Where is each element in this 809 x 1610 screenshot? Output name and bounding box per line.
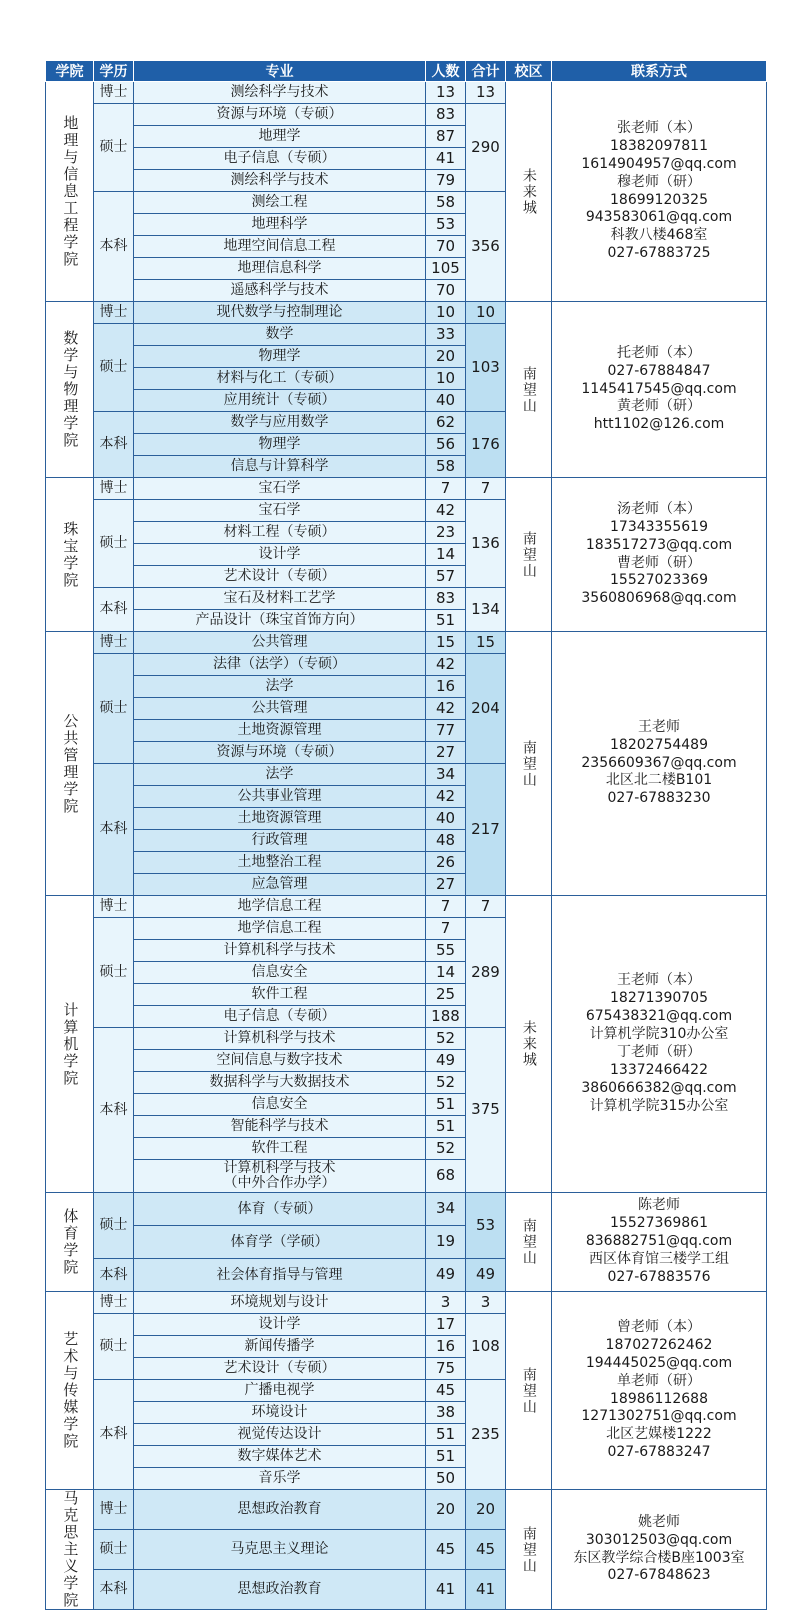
count-cell: 19 [426,1226,466,1259]
major-cell: 遥感科学与技术 [134,280,426,302]
header-major: 专业 [134,61,426,82]
count-cell: 17 [426,1314,466,1336]
contact-cell: 姚老师 303012503@qq.com 东区教学综合楼B座1003室 027-67848623 [552,1490,767,1610]
count-cell: 53 [426,214,466,236]
table-row [46,1292,767,1314]
count-cell: 41 [426,1570,466,1610]
count-cell: 58 [426,456,466,478]
total-cell: 375 [466,1028,506,1193]
count-cell: 55 [426,940,466,962]
count-cell: 23 [426,522,466,544]
total-cell: 103 [466,324,506,412]
degree-cell: 博士 [94,632,134,654]
total-cell: 7 [466,896,506,918]
degree-cell: 本科 [94,588,134,632]
major-cell: 环境设计 [134,1402,426,1424]
major-cell: 视觉传达设计 [134,1424,426,1446]
major-cell: 计算机科学与技术 （中外合作办学） [134,1160,426,1193]
major-cell: 音乐学 [134,1468,426,1490]
campus-cell: 未来城 [506,82,552,302]
major-cell: 公共管理 [134,698,426,720]
major-cell: 法律（法学）（专硕） [134,654,426,676]
major-cell: 资源与环境（专硕） [134,104,426,126]
total-cell: 134 [466,588,506,632]
degree-cell: 本科 [94,192,134,302]
count-cell: 75 [426,1358,466,1380]
total-cell: 13 [466,82,506,104]
count-cell: 51 [426,1094,466,1116]
degree-cell: 硕士 [94,324,134,412]
major-cell: 社会体育指导与管理 [134,1259,426,1292]
header-contact: 联系方式 [552,61,767,82]
major-cell: 环境规划与设计 [134,1292,426,1314]
count-cell: 51 [426,1446,466,1468]
count-cell: 14 [426,544,466,566]
major-cell: 应急管理 [134,874,426,896]
degree-cell: 本科 [94,1380,134,1490]
header-campus: 校区 [506,61,552,82]
campus-cell: 未来城 [506,896,552,1193]
college-name: 体育学院 [46,1193,94,1292]
major-cell: 计算机科学与技术 [134,1028,426,1050]
major-cell: 设计学 [134,1314,426,1336]
degree-cell: 博士 [94,302,134,324]
contact-cell: 王老师 18202754489 2356609367@qq.com 北区北二楼B101 027-67883230 [552,632,767,896]
major-cell: 公共事业管理 [134,786,426,808]
header-row [46,61,767,82]
major-cell: 信息安全 [134,962,426,984]
total-cell: 289 [466,918,506,1028]
campus-cell: 南望山 [506,478,552,632]
degree-cell: 博士 [94,1490,134,1530]
major-cell: 计算机科学与技术 [134,940,426,962]
major-cell: 地理空间信息工程 [134,236,426,258]
degree-cell: 博士 [94,896,134,918]
count-cell: 105 [426,258,466,280]
major-cell: 材料工程（专硕） [134,522,426,544]
college-name: 数学与物理学院 [46,302,94,478]
count-cell: 7 [426,478,466,500]
count-cell: 51 [426,1424,466,1446]
count-cell: 52 [426,1072,466,1094]
count-cell: 16 [426,676,466,698]
count-cell: 42 [426,698,466,720]
college-name: 珠宝学院 [46,478,94,632]
header-college: 学院 [46,61,94,82]
degree-cell: 硕士 [94,1530,134,1570]
count-cell: 40 [426,808,466,830]
campus-cell: 南望山 [506,1292,552,1490]
count-cell: 49 [426,1050,466,1072]
total-cell: 217 [466,764,506,896]
degree-cell: 硕士 [94,500,134,588]
major-cell: 资源与环境（专硕） [134,742,426,764]
count-cell: 27 [426,874,466,896]
college-name: 艺术与传媒学院 [46,1292,94,1490]
table-row [46,632,767,654]
count-cell: 68 [426,1160,466,1193]
college-name: 公共管理学院 [46,632,94,896]
count-cell: 45 [426,1530,466,1570]
contact-cell: 张老师（本） 18382097811 1614904957@qq.com 穆老师（研） 18699120325 943583061@qq.com 科教八楼468室 027-67883725 [552,82,767,302]
major-cell: 法学 [134,676,426,698]
major-cell: 空间信息与数字技术 [134,1050,426,1072]
count-cell: 52 [426,1028,466,1050]
major-cell: 电子信息（专硕） [134,1006,426,1028]
count-cell: 83 [426,104,466,126]
degree-cell: 本科 [94,1028,134,1193]
major-cell: 地理信息科学 [134,258,426,280]
count-cell: 41 [426,148,466,170]
total-cell: 15 [466,632,506,654]
major-cell: 物理学 [134,346,426,368]
count-cell: 50 [426,1468,466,1490]
major-cell: 思想政治教育 [134,1570,426,1610]
contact-cell: 陈老师 15527369861 836882751@qq.com 西区体育馆三楼学工组 027-67883576 [552,1193,767,1292]
count-cell: 34 [426,1193,466,1226]
total-cell: 41 [466,1570,506,1610]
major-cell: 土地资源管理 [134,808,426,830]
major-cell: 新闻传播学 [134,1336,426,1358]
campus-cell: 南望山 [506,1490,552,1610]
total-cell: 3 [466,1292,506,1314]
degree-cell: 博士 [94,478,134,500]
major-cell: 测绘科学与技术 [134,170,426,192]
count-cell: 52 [426,1138,466,1160]
table-row [46,478,767,500]
major-cell: 马克思主义理论 [134,1530,426,1570]
major-cell: 宝石学 [134,478,426,500]
campus-cell: 南望山 [506,302,552,478]
count-cell: 10 [426,368,466,390]
contact-cell: 托老师（本） 027-67884847 1145417545@qq.com 黄老师（研） htt1102@126.com [552,302,767,478]
major-cell: 软件工程 [134,984,426,1006]
count-cell: 20 [426,346,466,368]
table-row [46,896,767,918]
major-cell: 思想政治教育 [134,1490,426,1530]
total-cell: 136 [466,500,506,588]
count-cell: 45 [426,1380,466,1402]
major-cell: 地学信息工程 [134,918,426,940]
count-cell: 70 [426,236,466,258]
count-cell: 48 [426,830,466,852]
count-cell: 42 [426,786,466,808]
count-cell: 20 [426,1490,466,1530]
count-cell: 42 [426,654,466,676]
count-cell: 42 [426,500,466,522]
total-cell: 10 [466,302,506,324]
total-cell: 108 [466,1314,506,1380]
count-cell: 77 [426,720,466,742]
count-cell: 15 [426,632,466,654]
table-row [46,1193,767,1226]
major-cell: 宝石学 [134,500,426,522]
major-cell: 信息与计算科学 [134,456,426,478]
major-cell: 行政管理 [134,830,426,852]
count-cell: 26 [426,852,466,874]
count-cell: 79 [426,170,466,192]
major-cell: 测绘科学与技术 [134,82,426,104]
contact-cell: 王老师（本） 18271390705 675438321@qq.com 计算机学院310办公室 丁老师（研） 13372466422 3860666382@qq.com 计算机学院315办公室 [552,896,767,1193]
header-degree: 学历 [94,61,134,82]
college-name: 马克思主义学院 [46,1490,94,1610]
campus-cell: 南望山 [506,1193,552,1292]
count-cell: 70 [426,280,466,302]
major-cell: 设计学 [134,544,426,566]
count-cell: 33 [426,324,466,346]
degree-cell: 博士 [94,82,134,104]
major-cell: 材料与化工（专硕） [134,368,426,390]
degree-cell: 硕士 [94,654,134,764]
count-cell: 56 [426,434,466,456]
count-cell: 10 [426,302,466,324]
degree-cell: 硕士 [94,1314,134,1380]
contact-cell: 汤老师（本） 17343355619 183517273@qq.com 曹老师（研） 15527023369 3560806968@qq.com [552,478,767,632]
count-cell: 16 [426,1336,466,1358]
total-cell: 176 [466,412,506,478]
count-cell: 14 [426,962,466,984]
college-name: 计算机学院 [46,896,94,1193]
count-cell: 57 [426,566,466,588]
count-cell: 51 [426,1116,466,1138]
major-cell: 广播电视学 [134,1380,426,1402]
count-cell: 38 [426,1402,466,1424]
total-cell: 356 [466,192,506,302]
degree-cell: 硕士 [94,104,134,192]
major-cell: 数学与应用数学 [134,412,426,434]
count-cell: 34 [426,764,466,786]
count-cell: 49 [426,1259,466,1292]
major-cell: 智能科学与技术 [134,1116,426,1138]
major-cell: 地理学 [134,126,426,148]
major-cell: 物理学 [134,434,426,456]
count-cell: 25 [426,984,466,1006]
degree-cell: 本科 [94,764,134,896]
major-cell: 宝石及材料工艺学 [134,588,426,610]
table-row [46,1490,767,1530]
major-cell: 法学 [134,764,426,786]
degree-cell: 硕士 [94,918,134,1028]
degree-cell: 硕士 [94,1193,134,1259]
total-cell: 7 [466,478,506,500]
college-name: 地理与信息工程学院 [46,82,94,302]
table-row [46,82,767,104]
count-cell: 7 [426,918,466,940]
major-cell: 体育（专硕） [134,1193,426,1226]
major-cell: 艺术设计（专硕） [134,566,426,588]
count-cell: 87 [426,126,466,148]
total-cell: 204 [466,654,506,764]
count-cell: 27 [426,742,466,764]
degree-cell: 本科 [94,1259,134,1292]
major-cell: 数学 [134,324,426,346]
major-cell: 地理科学 [134,214,426,236]
campus-cell: 南望山 [506,632,552,896]
header-count: 人数 [426,61,466,82]
table-row [46,302,767,324]
count-cell: 13 [426,82,466,104]
major-cell: 测绘工程 [134,192,426,214]
total-cell: 45 [466,1530,506,1570]
header-total: 合计 [466,61,506,82]
degree-cell: 博士 [94,1292,134,1314]
total-cell: 20 [466,1490,506,1530]
count-cell: 3 [426,1292,466,1314]
degree-cell: 本科 [94,1570,134,1610]
major-cell: 数据科学与大数据技术 [134,1072,426,1094]
major-cell: 软件工程 [134,1138,426,1160]
major-cell: 体育学（学硕） [134,1226,426,1259]
major-cell: 艺术设计（专硕） [134,1358,426,1380]
count-cell: 62 [426,412,466,434]
major-cell: 公共管理 [134,632,426,654]
count-cell: 83 [426,588,466,610]
degree-cell: 本科 [94,412,134,478]
count-cell: 7 [426,896,466,918]
count-cell: 188 [426,1006,466,1028]
major-cell: 电子信息（专硕） [134,148,426,170]
major-cell: 土地资源管理 [134,720,426,742]
total-cell: 290 [466,104,506,192]
total-cell: 53 [466,1193,506,1259]
major-cell: 现代数学与控制理论 [134,302,426,324]
enrollment-table [45,60,767,1610]
count-cell: 58 [426,192,466,214]
major-cell: 数字媒体艺术 [134,1446,426,1468]
major-cell: 产品设计（珠宝首饰方向） [134,610,426,632]
major-cell: 应用统计（专硕） [134,390,426,412]
major-cell: 土地整治工程 [134,852,426,874]
count-cell: 40 [426,390,466,412]
total-cell: 235 [466,1380,506,1490]
total-cell: 49 [466,1259,506,1292]
contact-cell: 曾老师（本） 187027262462 194445025@qq.com 单老师（研） 18986112688 1271302751@qq.com 北区艺媒楼1222 027-67883247 [552,1292,767,1490]
major-cell: 地学信息工程 [134,896,426,918]
major-cell: 信息安全 [134,1094,426,1116]
count-cell: 51 [426,610,466,632]
